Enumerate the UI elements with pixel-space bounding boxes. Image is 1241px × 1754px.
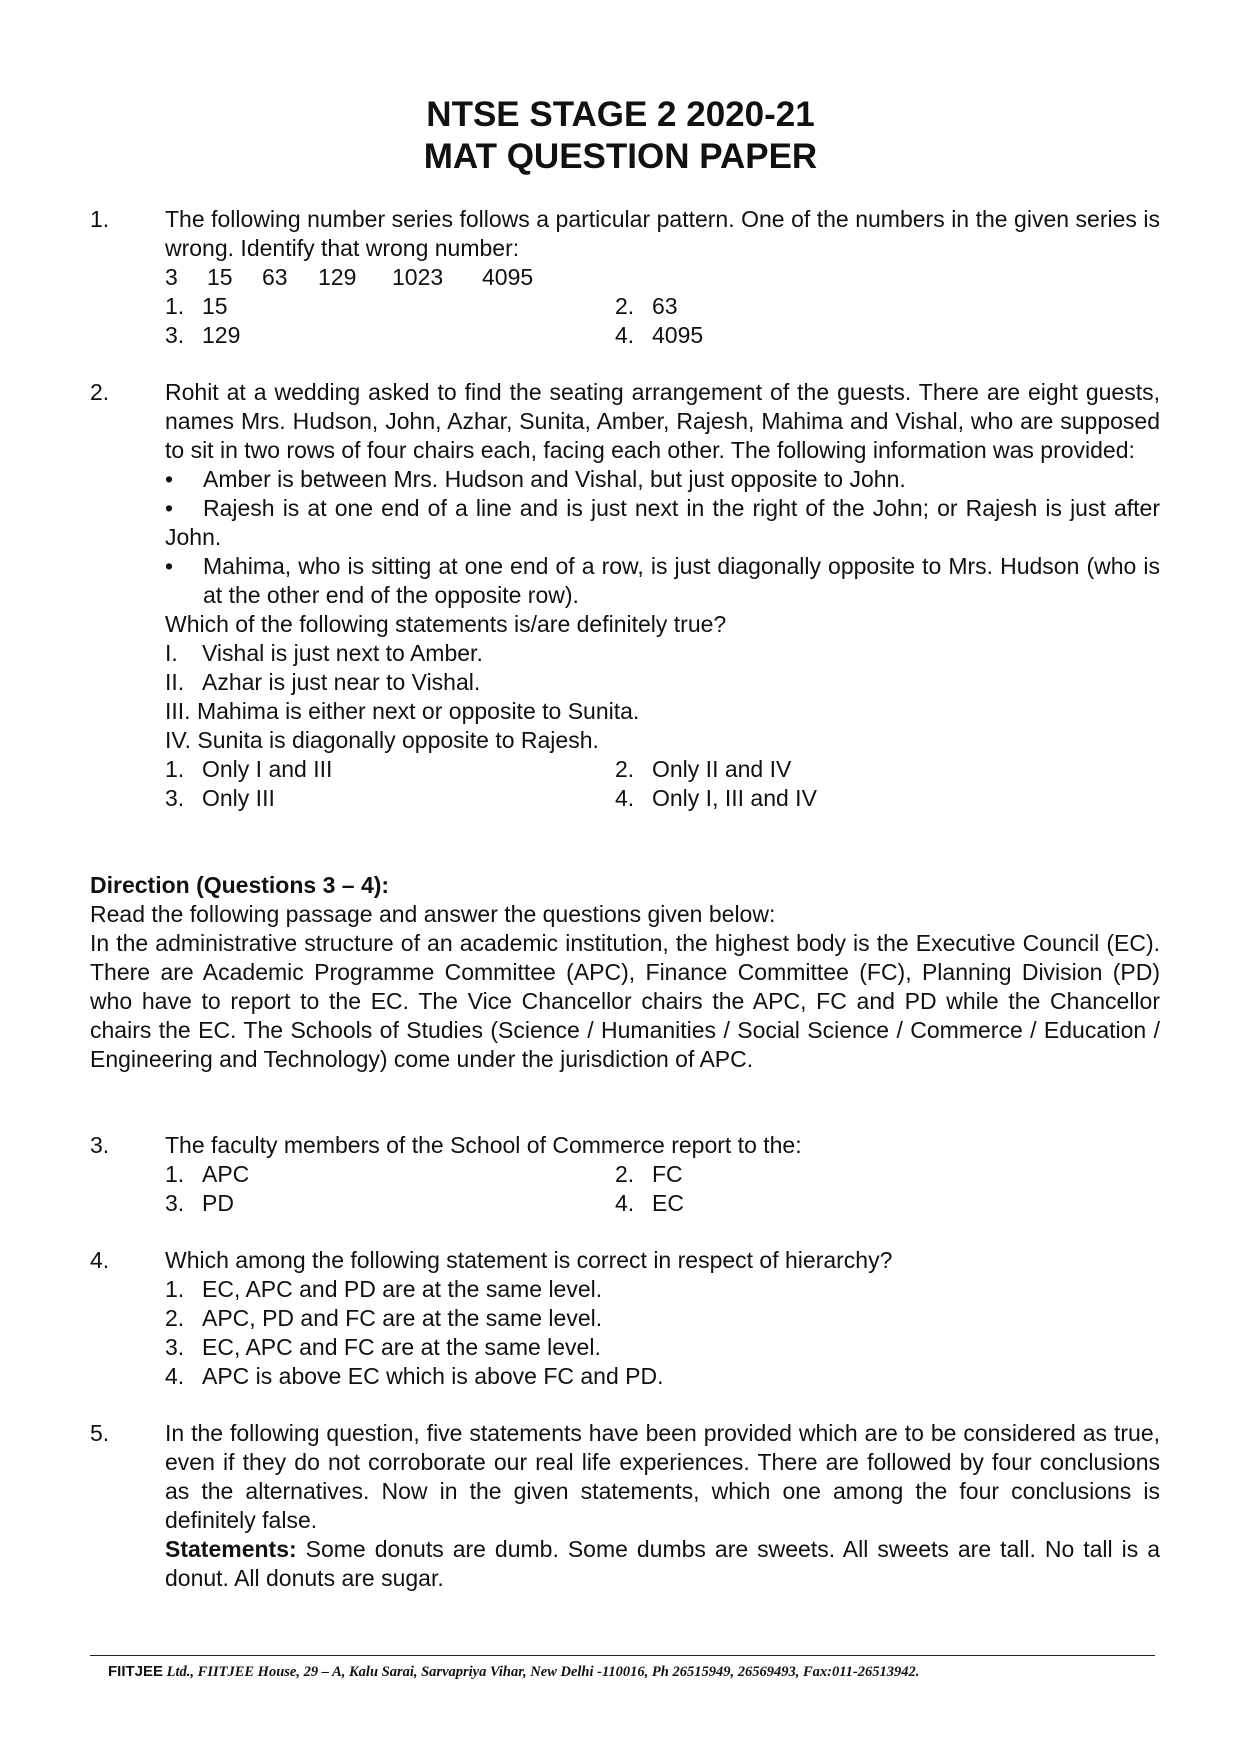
option[interactable]: 2. FC [615,1161,683,1187]
series-term: 1023 [392,264,444,290]
options [165,292,1160,350]
info-bullet: • Rajesh is at one end of a line and is just next in the right of the John; or Rajesh is just after John. [165,495,1160,550]
question-text: Rohit at a wedding asked to find the seating arrangement of the guests. There are eight guests, names Mrs. Hudson, John, Azhar, Sunita, Amber, Rajesh, Mahima and Vishal, who are supposed to sit in two rows of four chairs each, facing each other. The following information was provided: [165,379,1160,463]
option[interactable]: 1. EC, APC and PD are at the same level. [165,1276,603,1302]
question-4 [90,1246,1160,1391]
option[interactable]: 4. APC is above EC which is above FC and PD. [165,1363,664,1389]
series-term: 15 [207,264,233,290]
option[interactable]: 4. 4095 [615,322,704,348]
bullet-icon: • [165,495,174,521]
option[interactable]: 1. Only I and III [165,756,333,782]
option[interactable]: 3. EC, APC and FC are at the same level. [165,1334,601,1360]
options [165,1160,1160,1218]
option[interactable]: 3. 129 [165,322,241,348]
question-text: The following number series follows a particular pattern. One of the numbers in the given series is wrong. Identify that wrong number: [165,206,1160,261]
question-text: In the following question, five statements have been provided which are to be considered as true, even if they do not corroborate our real life experiences. There are followed by four conclusions as the alternatives. Now in the given statements, which one among the four conclusions is definitely false. [165,1420,1160,1533]
statement: I. Vishal is just next to Amber. [165,640,483,666]
question-number: 4. [90,1247,110,1273]
info-bullet: • Mahima, who is sitting at one end of a row, is just diagonally opposite to Mrs. Hudson (who is at the other end of the opposite row). [165,553,1160,608]
sub-question: Which of the following statements is/are definitely true? [165,611,727,637]
statement: II. Azhar is just near to Vishal. [165,669,481,695]
question-number: 1. [90,206,110,232]
option[interactable]: 3. Only III [165,785,275,811]
bullet-icon: • [165,466,174,492]
series-term: 129 [318,264,357,290]
footer [108,1663,919,1681]
question-number: 3. [90,1132,110,1158]
statements-text: Some donuts are dumb. Some dumbs are sweets. All sweets are tall. No tall is a donut. All donuts are sugar. [165,1536,1160,1591]
question-2 [90,378,1160,813]
direction-block [90,871,1160,1074]
option[interactable]: 3. PD [165,1190,234,1216]
direction-instruction: Read the following passage and answer the questions given below: [90,901,776,927]
footer-brand: FIITJEE [108,1663,164,1680]
question-1 [90,205,1160,350]
question-3 [90,1131,1160,1218]
direction-heading: Direction (Questions 3 – 4): [90,872,390,898]
statements-label: Statements: [165,1536,297,1562]
page-title-line1: NTSE STAGE 2 2020-21 [426,95,815,134]
options [165,755,1160,813]
option[interactable]: 1. 15 [165,293,228,319]
option[interactable]: 2. 63 [615,293,678,319]
footer-address: Ltd., FIITJEE House, 29 – A, Kalu Sarai, Sarvapriya Vihar, New Delhi -110016, Ph 26515949, 26569493, Fax:011-26513942. [163,1664,920,1680]
series-term: 4095 [482,264,534,290]
series-term: 63 [262,264,288,290]
bullet-icon: • [165,553,174,579]
statement: III. Mahima is either next or opposite to Sunita. [165,698,640,724]
option[interactable]: 4. Only I, III and IV [615,785,817,811]
statements [165,1535,1160,1593]
info-bullet: • Amber is between Mrs. Hudson and Vishal, but just opposite to John. [165,466,906,492]
page-title-line2: MAT QUESTION PAPER [423,137,818,176]
question-5 [90,1419,1160,1593]
question-number: 2. [90,379,110,405]
footer-divider [90,1655,1155,1656]
option[interactable]: 1. APC [165,1161,250,1187]
question-text: Which among the following statement is correct in respect of hierarchy? [165,1247,893,1273]
number-series [165,263,1160,292]
question-text: The faculty members of the School of Commerce report to the: [165,1132,802,1158]
direction-passage: In the administrative structure of an academic institution, the highest body is the Executive Council (EC). There are Academic Programme Committee (APC), Finance Committee (FC), Planning Division (PD) who have to report to the EC. The Vice Chancellor chairs the APC, FC and PD while the Chancellor chairs the EC. The Schools of Studies (Science / Humanities / Social Science / Commerce / Education / Engineering and Technology) come under the jurisdiction of APC. [90,930,1160,1072]
statement: IV. Sunita is diagonally opposite to Rajesh. [165,727,599,753]
option[interactable]: 4. EC [615,1190,684,1216]
series-term: 3 [165,264,178,290]
option[interactable]: 2. APC, PD and FC are at the same level. [165,1305,603,1331]
option[interactable]: 2. Only II and IV [615,756,792,782]
question-number: 5. [90,1420,110,1446]
